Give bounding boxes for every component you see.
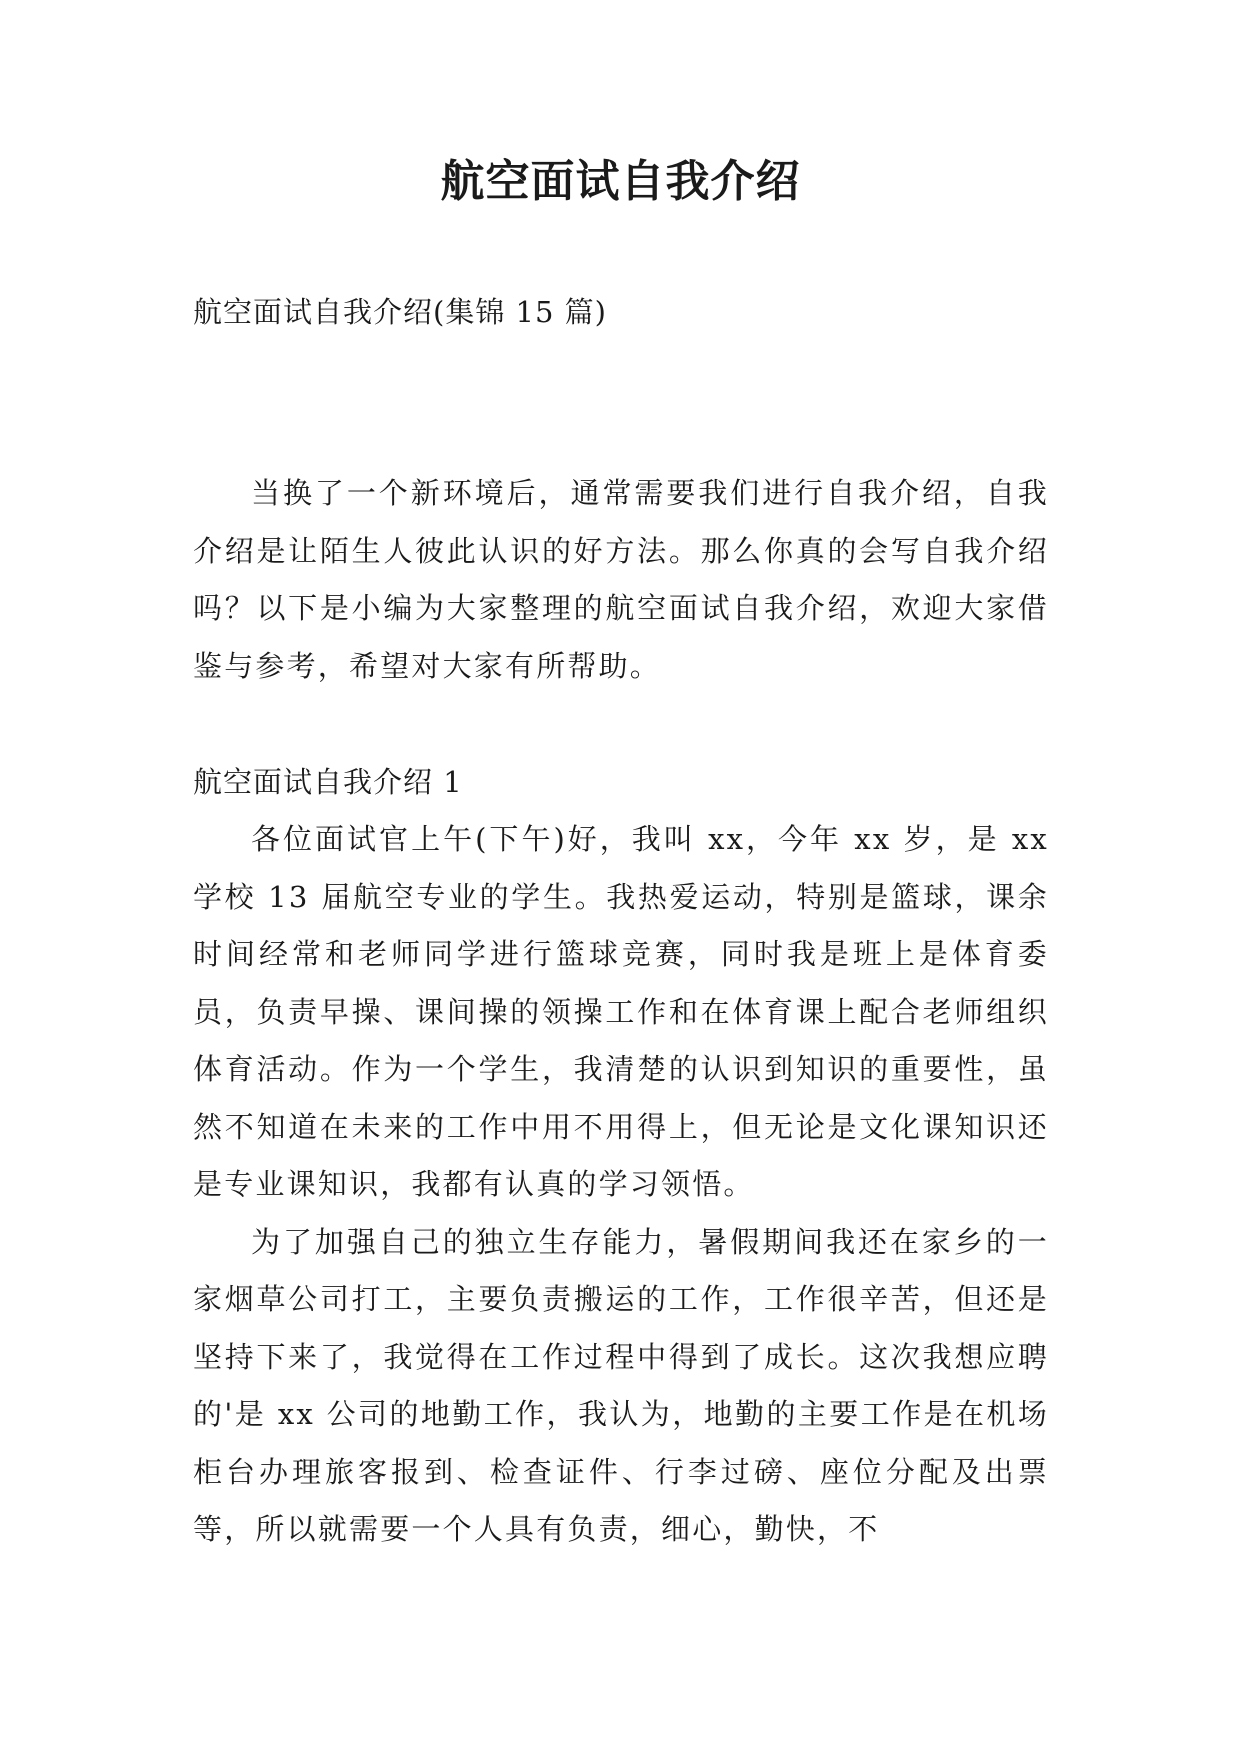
body-paragraph: 为了加强自己的独立生存能力，暑假期间我还在家乡的一家烟草公司打工，主要负责搬运的工作，工作很辛苦，但还是坚持下来了，我觉得在工作过程中得到了成长。这次我想应聘的'是 xx 公司的地勤工作，我认为，地勤的主要工作是在机场柜台办理旅客报到、检查证件、行李过磅、座位分配及出票等，所以就需要一个人具有负责，细心，勤快，不 <box>193 1224 1049 1546</box>
document-title: 航空面试自我介绍 <box>440 156 801 207</box>
document-subtitle: 航空面试自我介绍(集锦 15 篇) <box>193 295 607 329</box>
section-heading: 航空面试自我介绍 1 <box>193 765 463 799</box>
body-paragraph: 各位面试官上午(下午)好，我叫 xx，今年 xx 岁，是 xx 学校 13 届航空专业的学生。我热爱运动，特别是篮球，课余时间经常和老师同学进行篮球竞赛，同时我是班上是体育委员，负责早操、课间操的领操工作和在体育课上配合老师组织体育活动。作为一个学生，我清楚的认识到知识的重要性，虽然不知道在未来的工作中用不用得上，但无论是文化课知识还是专业课知识，我都有认真的学习领悟。 <box>193 822 1049 1201</box>
intro-section <box>193 465 1049 695</box>
section-body <box>193 811 1049 1559</box>
intro-paragraph: 当换了一个新环境后，通常需要我们进行自我介绍，自我介绍是让陌生人彼此认识的好方法。那么你真的会写自我介绍吗？以下是小编为大家整理的航空面试自我介绍，欢迎大家借鉴与参考，希望对大家有所帮助。 <box>193 476 1049 683</box>
